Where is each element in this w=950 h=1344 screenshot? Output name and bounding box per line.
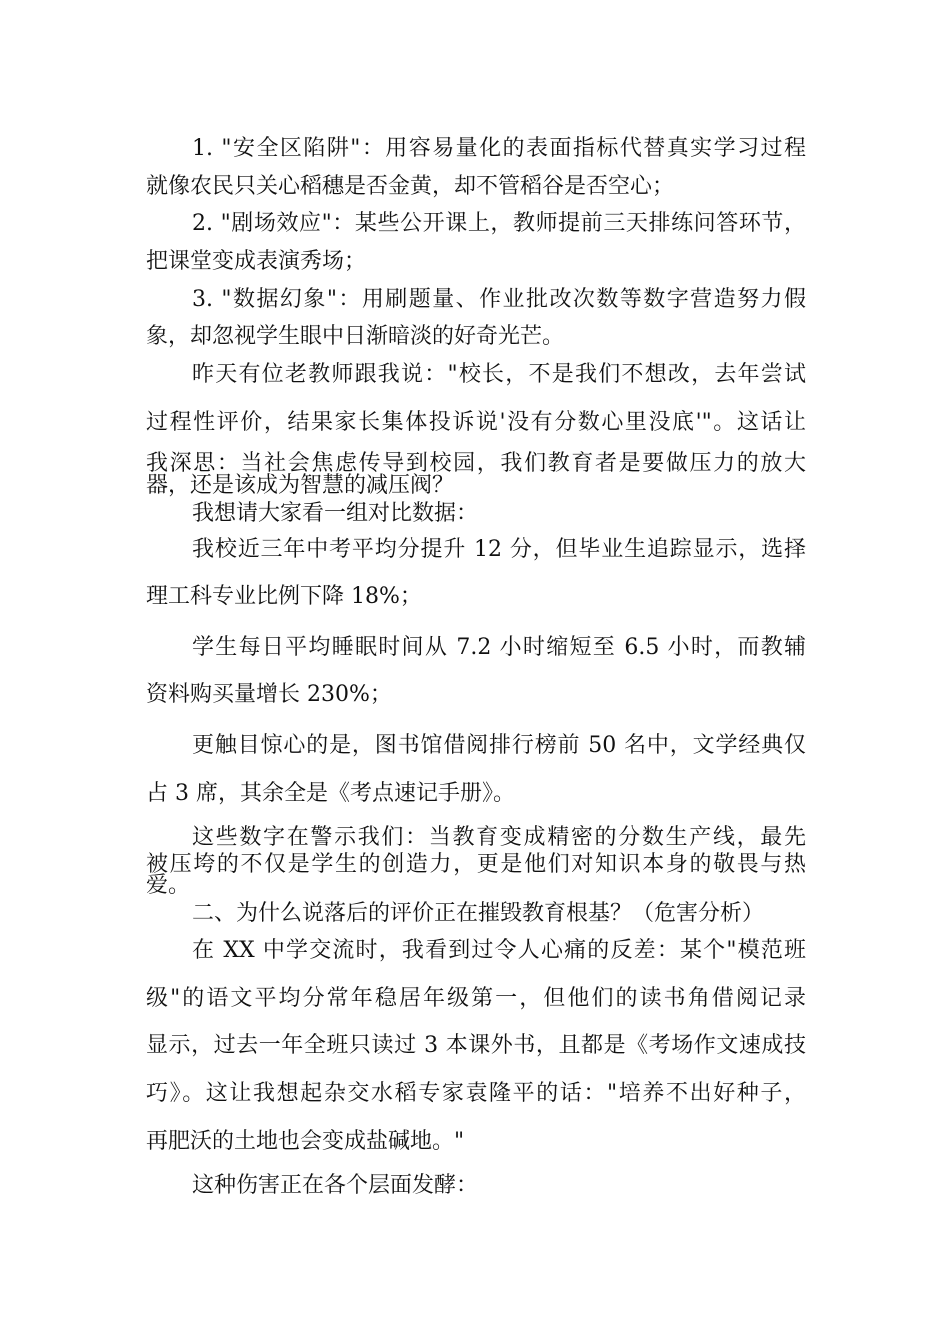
text-line: 把课堂变成表演秀场； xyxy=(146,249,367,274)
text-line: 理工科专业比例下降 18%； xyxy=(146,584,422,609)
text-line: 被压垮的不仅是学生的创造力，更是他们对知识本身的敬畏与热 xyxy=(146,852,806,877)
text-line: 过程性评价，结果家长集体投诉说'没有分数心里没底'"。这话让 xyxy=(146,410,806,435)
text-line: 我想请大家看一组对比数据： xyxy=(192,501,479,526)
text-line: 1. "安全区陷阱"：用容易量化的表面指标代替真实学习过程 xyxy=(192,136,806,161)
section-heading: 二、为什么说落后的评价正在摧毁教育根基？（危害分析） xyxy=(192,901,765,926)
text-line: 级"的语文平均分常年稳居年级第一，但他们的读书角借阅记录 xyxy=(146,986,806,1011)
text-line: 学生每日平均睡眠时间从 7.2 小时缩短至 6.5 小时，而教辅 xyxy=(192,635,806,660)
text-line: 2. "剧场效应"：某些公开课上，教师提前三天排练问答环节， xyxy=(192,211,806,236)
text-line: 巧》。这让我想起杂交水稻专家袁隆平的话："培养不出好种子， xyxy=(146,1081,806,1106)
text-line: 就像农民只关心稻穗是否金黄，却不管稻谷是否空心； xyxy=(146,174,675,199)
text-line: 资料购买量增长 230%； xyxy=(146,682,392,707)
text-line: 占 3 席，其余全是《考点速记手册》。 xyxy=(146,781,515,806)
text-line: 器，还是该成为智慧的减压阀？ xyxy=(146,473,455,498)
text-line: 象，却忽视学生眼中日渐暗淡的好奇光芒。 xyxy=(146,324,565,349)
text-line: 我深思：当社会焦虑传导到校园，我们教育者是要做压力的放大 xyxy=(146,451,806,476)
text-line: 3. "数据幻象"：用刷题量、作业批改次数等数字营造努力假 xyxy=(192,287,806,312)
text-line: 昨天有位老教师跟我说："校长，不是我们不想改，去年尝试 xyxy=(192,362,806,387)
text-line: 这种伤害正在各个层面发酵： xyxy=(192,1173,479,1198)
text-line: 在 XX 中学交流时，我看到过令人心痛的反差：某个"模范班 xyxy=(192,938,806,963)
text-line: 我校近三年中考平均分提升 12 分，但毕业生追踪显示，选择 xyxy=(192,537,806,562)
text-line: 更触目惊心的是，图书馆借阅排行榜前 50 名中，文学经典仅 xyxy=(192,733,806,758)
text-line: 爱。 xyxy=(146,873,191,898)
text-line: 显示，过去一年全班只读过 3 本课外书，且都是《考场作文速成技 xyxy=(146,1033,806,1058)
text-line: 这些数字在警示我们：当教育变成精密的分数生产线，最先 xyxy=(192,825,806,850)
text-line: 再肥沃的土地也会变成盐碱地。" xyxy=(146,1129,465,1154)
